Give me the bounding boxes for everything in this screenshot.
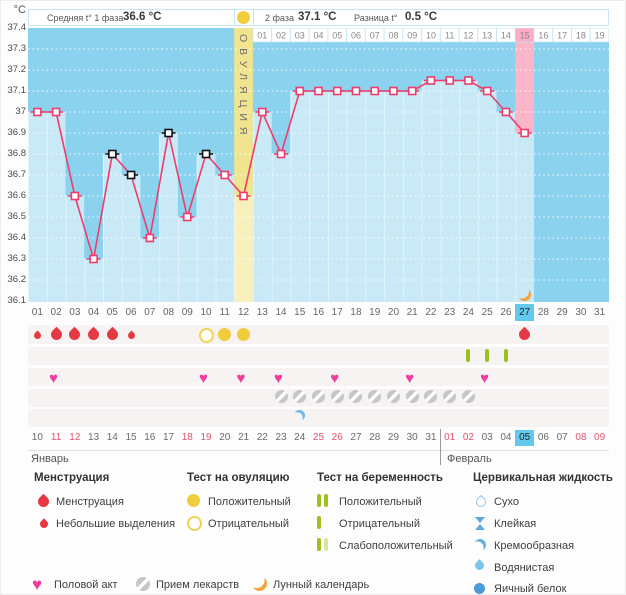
- moon-icon: [252, 576, 267, 591]
- pregnancy-positive-icon: [324, 494, 328, 507]
- legend-cervical-item: Яичный белок: [494, 583, 567, 595]
- phase2-label: 2 фаза: [265, 13, 294, 23]
- cycle-day-cell[interactable]: 09: [181, 307, 193, 318]
- cycle-day-cell[interactable]: 26: [500, 307, 512, 318]
- cycle-day-cell[interactable]: 28: [537, 307, 549, 318]
- cycle-day-cell[interactable]: 16: [312, 307, 325, 318]
- date-cell[interactable]: 21: [237, 432, 250, 443]
- cycle-day-cell[interactable]: 31: [594, 307, 606, 318]
- cycle-day-cell[interactable]: 27: [515, 304, 534, 321]
- legend-cervical-item: Водянистая: [494, 562, 555, 574]
- y-axis-tick: 36.6: [7, 190, 26, 201]
- cervical-dry-icon: [474, 495, 488, 509]
- y-axis-tick: 36.4: [7, 232, 26, 243]
- date-cell[interactable]: 31: [425, 432, 437, 443]
- y-axis-tick: 37.2: [7, 64, 26, 75]
- medication-icon: [312, 390, 325, 403]
- y-axis-tick: 36.2: [7, 274, 26, 285]
- cycle-day-cell[interactable]: 12: [237, 307, 250, 318]
- y-axis-tick: 36.9: [7, 127, 26, 138]
- date-cell[interactable]: 05: [515, 430, 534, 446]
- pregnancy-weak-positive-icon: [317, 538, 321, 551]
- legend-pregnancy-item: Слабоположительный: [339, 540, 453, 552]
- menstruation-light-icon: [38, 518, 49, 529]
- legend-cervical-item: Кремообразная: [494, 540, 575, 552]
- date-cell[interactable]: 07: [556, 432, 568, 443]
- y-axis-tick: 37.1: [7, 85, 26, 96]
- date-cell[interactable]: 13: [88, 432, 100, 443]
- svg-text:02: 02: [276, 30, 287, 41]
- cycle-day-cell[interactable]: 15: [294, 307, 306, 318]
- legend-pregnancy-test-title: Тест на беременность: [317, 472, 443, 484]
- date-cell[interactable]: 09: [594, 432, 606, 443]
- date-cell[interactable]: 28: [369, 432, 381, 443]
- intercourse-icon: ♥: [199, 370, 208, 387]
- month-separator-line: [28, 450, 609, 451]
- cycle-day-cell[interactable]: 21: [406, 307, 418, 318]
- date-cell[interactable]: 26: [331, 432, 343, 443]
- svg-text:03: 03: [294, 30, 305, 41]
- svg-text:01: 01: [257, 30, 268, 41]
- cycle-day-cell[interactable]: 04: [88, 307, 100, 318]
- legend-cervical-title: Цервикальная жидкость: [473, 472, 613, 484]
- legend-intercourse-label: Половой акт: [54, 579, 118, 591]
- svg-text:07: 07: [369, 30, 380, 41]
- date-cell[interactable]: 22: [256, 432, 268, 443]
- cycle-day-cell[interactable]: 24: [462, 307, 474, 318]
- medication-icon: [387, 390, 400, 403]
- svg-text:18: 18: [575, 30, 586, 41]
- svg-text:09: 09: [407, 30, 418, 41]
- y-axis-tick: 36.8: [7, 148, 26, 159]
- cycle-day-cell[interactable]: 13: [256, 307, 268, 318]
- date-cell[interactable]: 15: [125, 432, 137, 443]
- pregnancy-positive-icon: [317, 494, 321, 507]
- date-cell[interactable]: 08: [575, 432, 587, 443]
- medication-icon: [462, 390, 475, 403]
- legend-pregnancy-item: Отрицательный: [339, 518, 420, 530]
- temp-diff-label: Разница t°: [354, 13, 398, 23]
- ovulation-test-negative-icon: [187, 516, 202, 531]
- y-axis-tick: 36.3: [7, 253, 26, 264]
- pregnancy-test-negative-icon: [485, 349, 489, 362]
- cycle-day-cell[interactable]: 19: [369, 307, 381, 318]
- intercourse-icon: ♥: [405, 370, 415, 387]
- cervical-sticky-icon: [475, 517, 485, 530]
- cycle-day-cell[interactable]: 11: [219, 307, 230, 318]
- intercourse-icon: ♥: [274, 370, 283, 387]
- pregnancy-weak-positive-icon: [324, 538, 328, 551]
- cycle-day-cell[interactable]: 10: [200, 307, 212, 318]
- svg-text:08: 08: [388, 30, 399, 41]
- cycle-day-cell[interactable]: 30: [575, 307, 587, 318]
- month-label-january: Январь: [31, 453, 69, 465]
- temperature-chart: [28, 28, 609, 302]
- legend-cervical-item: Сухо: [494, 496, 519, 508]
- pregnancy-test-row-band: [28, 347, 609, 365]
- intercourse-icon: ♥: [480, 370, 490, 387]
- svg-text:10: 10: [425, 30, 436, 41]
- ovulation-test-positive-icon: [237, 328, 250, 341]
- cycle-day-cell[interactable]: 17: [331, 307, 343, 318]
- cycle-day-cell[interactable]: 03: [69, 307, 81, 318]
- date-cell[interactable]: 10: [31, 432, 43, 443]
- phase1-avg-label: Средняя t° 1 фаза: [47, 13, 124, 23]
- cervical-eggwhite-icon: [474, 583, 485, 594]
- menstruation-heavy-icon: [36, 494, 52, 510]
- ovulation-header-icon: [237, 11, 250, 24]
- cycle-day-cell[interactable]: 05: [106, 307, 118, 318]
- date-cell[interactable]: 02: [462, 432, 474, 443]
- y-axis-tick: 36.7: [7, 169, 26, 180]
- cycle-day-cell[interactable]: 01: [31, 307, 43, 318]
- cycle-day-cell[interactable]: 08: [162, 307, 175, 318]
- medication-icon: [136, 577, 150, 591]
- date-cell[interactable]: 27: [350, 432, 362, 443]
- date-cell[interactable]: 14: [106, 432, 118, 443]
- y-axis-unit-label: °C: [13, 4, 26, 16]
- medication-icon: [331, 390, 344, 403]
- date-cell[interactable]: 11: [50, 432, 62, 443]
- intercourse-icon: ♥: [49, 370, 59, 387]
- header-divider-right: [253, 9, 254, 26]
- legend-menstruation-item: Менструация: [56, 496, 124, 508]
- intercourse-icon: ♥: [330, 370, 340, 387]
- svg-text:14: 14: [500, 30, 511, 41]
- cycle-day-cell[interactable]: 02: [50, 307, 62, 318]
- cervical-row-band: [28, 409, 609, 427]
- date-cell[interactable]: 18: [181, 432, 193, 443]
- cycle-day-cell[interactable]: 23: [444, 307, 456, 318]
- date-cell[interactable]: 17: [162, 432, 175, 443]
- svg-text:06: 06: [350, 30, 361, 41]
- cycle-day-cell[interactable]: 29: [556, 307, 568, 318]
- cycle-day-cell[interactable]: 14: [275, 307, 287, 318]
- svg-text:13: 13: [482, 30, 493, 41]
- date-cell[interactable]: 04: [500, 432, 512, 443]
- y-axis-tick: 36.5: [7, 211, 26, 222]
- cycle-day-cell[interactable]: 18: [350, 307, 362, 318]
- legend-cervical-item: Клейкая: [494, 518, 537, 530]
- phase2-value: 37.1 °C: [298, 11, 337, 23]
- svg-text:05: 05: [332, 30, 343, 41]
- date-cell[interactable]: 23: [275, 432, 287, 443]
- intercourse-icon: ♥: [236, 370, 246, 387]
- medication-icon: [406, 390, 419, 403]
- phase1-avg-value: 36.6 °C: [123, 11, 162, 23]
- legend-medication-label: Прием лекарств: [156, 579, 240, 591]
- legend-ovulation-item: Положительный: [208, 496, 291, 508]
- svg-text:19: 19: [594, 30, 605, 41]
- y-axis-tick: 37.3: [7, 43, 26, 54]
- cycle-day-cell[interactable]: 06: [125, 307, 137, 318]
- cycle-day-cell[interactable]: 20: [387, 307, 400, 318]
- legend-ovulation-test-title: Тест на овуляцию: [187, 472, 290, 484]
- date-cell[interactable]: 03: [481, 432, 493, 443]
- svg-text:11: 11: [445, 30, 455, 41]
- ovulation-test-negative-icon: [199, 328, 214, 343]
- header-divider-left: [234, 9, 235, 26]
- svg-text:15: 15: [519, 30, 530, 41]
- legend-menstruation-item: Небольшие выделения: [56, 518, 176, 530]
- date-cell[interactable]: 06: [537, 432, 549, 443]
- date-cell[interactable]: 01: [444, 432, 456, 443]
- month-label-february: Февраль: [447, 453, 492, 465]
- svg-text:04: 04: [313, 30, 324, 41]
- svg-text:ОВУЛЯЦИЯ: ОВУЛЯЦИЯ: [237, 34, 249, 141]
- date-cell[interactable]: 30: [406, 432, 418, 443]
- legend-pregnancy-item: Положительный: [339, 496, 422, 508]
- svg-text:17: 17: [557, 30, 568, 41]
- legend-ovulation-item: Отрицательный: [208, 518, 289, 530]
- svg-text:16: 16: [538, 30, 549, 41]
- date-cell[interactable]: 29: [387, 432, 400, 443]
- moon-icon: [518, 288, 531, 301]
- intercourse-icon: ♥: [32, 575, 43, 594]
- date-cell[interactable]: 16: [144, 432, 156, 443]
- cycle-day-cell[interactable]: 25: [481, 307, 493, 318]
- y-axis-tick: 37: [15, 106, 26, 117]
- y-axis-tick: 36.1: [7, 295, 26, 306]
- month-divider: [440, 429, 441, 465]
- cervical-watery-icon: [473, 559, 486, 572]
- pregnancy-test-negative-icon: [504, 349, 508, 362]
- y-axis-tick: 37.4: [7, 22, 26, 33]
- intercourse-row-band: [28, 368, 609, 386]
- pregnancy-negative-icon: [317, 516, 321, 529]
- date-cell[interactable]: 25: [312, 432, 325, 443]
- cervical-creamy-icon: [474, 539, 486, 551]
- date-cell[interactable]: 12: [69, 432, 81, 443]
- legend-lunar-label: Лунный календарь: [273, 579, 370, 591]
- medication-icon: [275, 390, 288, 403]
- ovulation-test-positive-icon: [187, 494, 200, 507]
- legend-menstruation-title: Менструация: [34, 472, 110, 484]
- temp-diff-value: 0.5 °C: [405, 11, 438, 23]
- date-cell[interactable]: 24: [294, 432, 306, 443]
- date-cell[interactable]: 20: [219, 432, 231, 443]
- pregnancy-test-negative-icon: [466, 349, 470, 362]
- svg-text:12: 12: [463, 30, 474, 41]
- cycle-day-cell[interactable]: 07: [144, 307, 156, 318]
- cycle-day-cell[interactable]: 22: [425, 307, 437, 318]
- date-cell[interactable]: 19: [200, 432, 212, 443]
